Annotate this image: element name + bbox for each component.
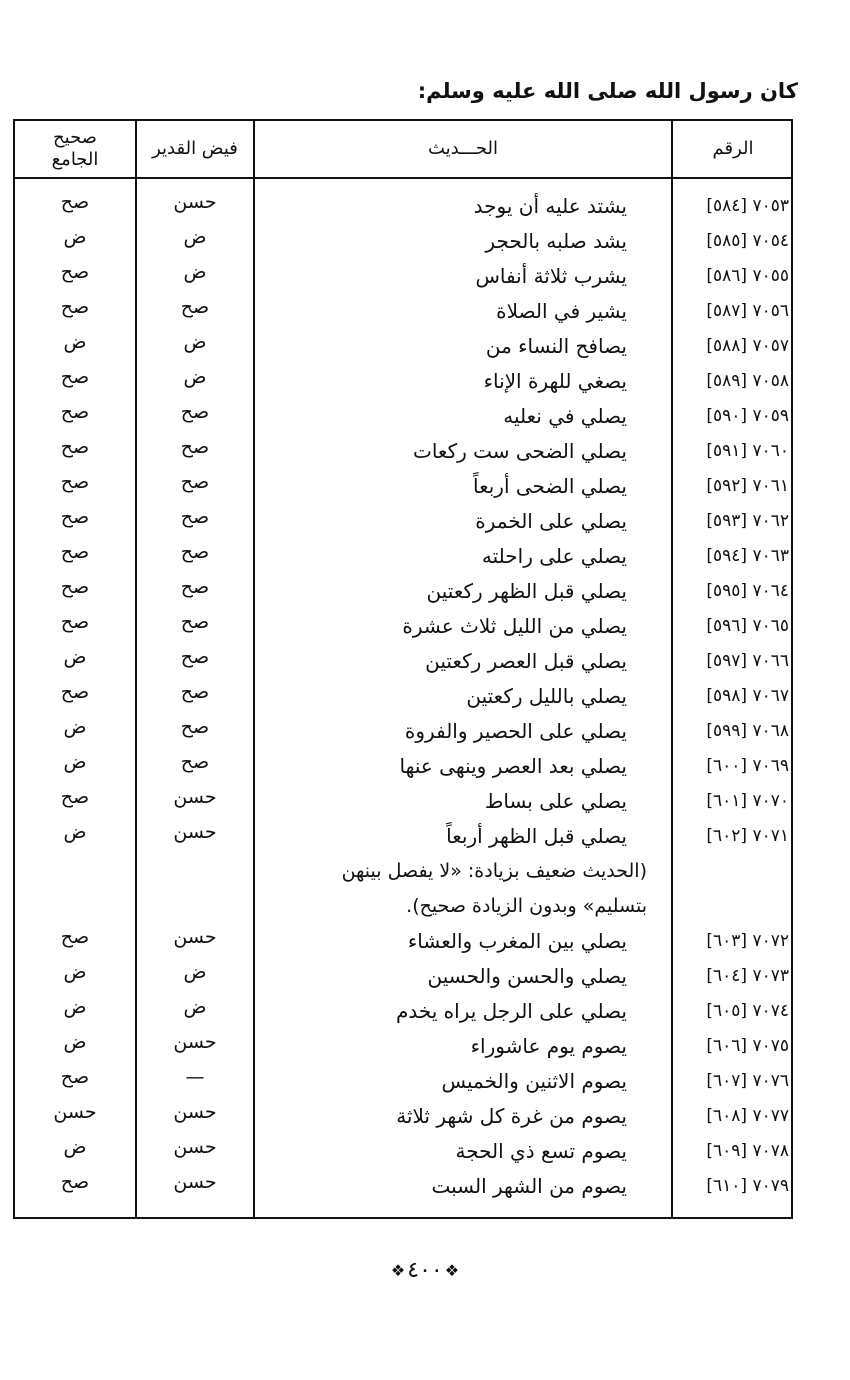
table-row (15, 1099, 791, 1134)
table-row (15, 784, 791, 819)
table-row (15, 609, 791, 644)
row-fayd-grade: ض (183, 331, 207, 353)
rows-group-a (15, 189, 791, 854)
row-fayd-grade: حسن (173, 1031, 217, 1053)
row-sahih-grade: صح (60, 681, 90, 703)
row-fayd-grade: صح (180, 471, 210, 493)
row-hadith-text: يصلي من الليل ثلاث عشرة (402, 614, 627, 638)
row-sahih-grade: صح (60, 541, 90, 563)
row-fayd-grade: صح (180, 681, 210, 703)
table-row (15, 714, 791, 749)
row-sahih-grade: صح (60, 506, 90, 528)
row-hadith-text: يصلي الضحى أربعاً (472, 474, 627, 498)
row-sahih-grade: ض (63, 961, 87, 983)
row-number: ٧٠٥٧ [٥٨٨] (706, 336, 789, 356)
row-hadith-text: يصوم من الشهر السبت (431, 1174, 627, 1198)
header-number: الرقم (712, 138, 754, 159)
table-row (15, 434, 791, 469)
row-fayd-grade: صح (180, 401, 210, 423)
row-hadith-text: يصلي قبل العصر ركعتين (425, 649, 627, 673)
row-number: ٧٠٥٨ [٥٨٩] (706, 371, 789, 391)
row-hadith-text: يصلي الضحى ست ركعات (413, 439, 627, 463)
row-hadith-text: يصلي قبل الظهر أربعاً (446, 824, 627, 848)
row-hadith-text: يصغي للهرة الإناء (483, 369, 627, 393)
row-fayd-grade: صح (180, 751, 210, 773)
row-sahih-grade: حسن (53, 1101, 97, 1123)
row-hadith-text: يشرب ثلاثة أنفاس (475, 264, 627, 288)
row-sahih-grade: ض (63, 646, 87, 668)
row-fayd-grade: صح (180, 646, 210, 668)
row-sahih-grade: صح (60, 576, 90, 598)
row-fayd-grade: — (185, 1066, 205, 1088)
row-sahih-grade: صح (60, 611, 90, 633)
row-number: ٧٠٦٢ [٥٩٣] (706, 511, 789, 531)
row-fayd-grade: ض (183, 366, 207, 388)
table-row (15, 1134, 791, 1169)
table-row (15, 749, 791, 784)
row-fayd-grade: ض (183, 261, 207, 283)
row-hadith-text: يصلي بين المغرب والعشاء (407, 929, 627, 953)
row-number: ٧٠٦٩ [٦٠٠] (706, 756, 789, 776)
row-sahih-grade: ض (63, 821, 87, 843)
hadith-table (13, 119, 793, 1219)
row-number: ٧٠٧٠ [٦٠١] (706, 791, 789, 811)
row-number: ٧٠٦٤ [٥٩٥] (706, 581, 789, 601)
row-number: ٧٠٦٧ [٥٩٨] (706, 686, 789, 706)
row-hadith-text: يصافح النساء من (485, 334, 627, 358)
page-number-value: ٤٠٠ (407, 1258, 443, 1283)
row-sahih-grade: ض (63, 226, 87, 248)
row-sahih-grade: صح (60, 296, 90, 318)
row-fayd-grade: حسن (173, 821, 217, 843)
row-sahih-grade: ض (63, 996, 87, 1018)
row-hadith-text: يصلي على الخمرة (475, 509, 627, 533)
table-row (15, 1064, 791, 1099)
row-sahih-grade: صح (60, 401, 90, 423)
table-row (15, 259, 791, 294)
row-hadith-text: يصوم تسع ذي الحجة (455, 1139, 627, 1163)
row-hadith-text: يصوم الاثنين والخميس (441, 1069, 627, 1093)
row-number: ٧٠٧٢ [٦٠٣] (706, 931, 789, 951)
table-body (15, 189, 791, 1204)
table-row (15, 399, 791, 434)
row-number: ٧٠٥٩ [٥٩٠] (706, 406, 789, 426)
row-sahih-grade: ض (63, 751, 87, 773)
row-hadith-text: يصلي على الحصير والفروة (404, 719, 627, 743)
row-fayd-grade: حسن (173, 926, 217, 948)
header-hadith: الحـــديث (427, 138, 499, 159)
row-number: ٧٠٥٤ [٥٨٥] (706, 231, 789, 251)
table-row (15, 644, 791, 679)
row-fayd-grade: ض (183, 961, 207, 983)
hadith-note (15, 854, 791, 924)
table-row (15, 189, 791, 224)
table-row (15, 364, 791, 399)
row-number: ٧٠٧١ [٦٠٢] (706, 826, 789, 846)
row-sahih-grade: ض (63, 1136, 87, 1158)
table-row (15, 504, 791, 539)
row-number: ٧٠٦٨ [٥٩٩] (706, 721, 789, 741)
row-hadith-text: يصلي والحسن والحسين (427, 964, 627, 988)
row-number: ٧٠٥٦ [٥٨٧] (706, 301, 789, 321)
row-hadith-text: يصلي على الرجل يراه يخدم (395, 999, 627, 1023)
row-sahih-grade: صح (60, 436, 90, 458)
row-sahih-grade: صح (60, 1171, 90, 1193)
page-number (0, 1256, 850, 1286)
row-fayd-grade: حسن (173, 1101, 217, 1123)
row-fayd-grade: صح (180, 436, 210, 458)
row-hadith-text: يشير في الصلاة (496, 299, 627, 323)
table-row (15, 924, 791, 959)
row-sahih-grade: صح (60, 471, 90, 493)
row-hadith-text: يشد صلبه بالحجر (485, 229, 627, 253)
row-fayd-grade: صح (180, 506, 210, 528)
header-divider (15, 177, 791, 179)
row-number: ٧٠٧٨ [٦٠٩] (706, 1141, 789, 1161)
row-hadith-text: يصوم يوم عاشوراء (470, 1034, 627, 1058)
row-number: ٧٠٧٩ [٦١٠] (706, 1176, 789, 1196)
row-hadith-text: يصلي بالليل ركعتين (466, 684, 627, 708)
row-hadith-text: يصلي بعد العصر وينهى عنها (399, 754, 627, 778)
row-fayd-grade: ض (183, 996, 207, 1018)
table-row (15, 469, 791, 504)
ornament-icon: ❖ (444, 1261, 460, 1280)
row-sahih-grade: ض (63, 1031, 87, 1053)
row-sahih-grade: صح (60, 926, 90, 948)
note-line-1: (الحديث ضعيف بزيادة: «لا يفصل بينهن (341, 860, 647, 882)
row-fayd-grade: صح (180, 296, 210, 318)
row-sahih-grade: ض (63, 716, 87, 738)
header-sahih-al-jami (15, 121, 135, 177)
row-fayd-grade: حسن (173, 191, 217, 213)
row-number: ٧٠٦٣ [٥٩٤] (706, 546, 789, 566)
row-fayd-grade: صح (180, 576, 210, 598)
table-row (15, 224, 791, 259)
row-number: ٧٠٦١ [٥٩٢] (706, 476, 789, 496)
header-fayd-al-qadir: فيض القدير (152, 138, 238, 159)
row-fayd-grade: صح (180, 541, 210, 563)
header-sahih-line1: صحيح (53, 127, 97, 148)
table-row (15, 959, 791, 994)
row-sahih-grade: صح (60, 1066, 90, 1088)
row-hadith-text: يصلي قبل الظهر ركعتين (426, 579, 627, 603)
row-hadith-text: يشتد عليه أن يوجد (473, 194, 627, 218)
row-number: ٧٠٦٠ [٥٩١] (706, 441, 789, 461)
row-fayd-grade: ض (183, 226, 207, 248)
table-row (15, 679, 791, 714)
row-hadith-text: يصلي على بساط (484, 789, 627, 813)
table-row (15, 994, 791, 1029)
row-sahih-grade: صح (60, 366, 90, 388)
row-hadith-text: يصوم من غرة كل شهر ثلاثة (396, 1104, 627, 1128)
row-number: ٧٠٧٥ [٦٠٦] (706, 1036, 789, 1056)
row-number: ٧٠٦٦ [٥٩٧] (706, 651, 789, 671)
row-fayd-grade: حسن (173, 1136, 217, 1158)
table-row (15, 329, 791, 364)
header-sahih-line2: الجامع (51, 149, 99, 170)
row-fayd-grade: حسن (173, 1171, 217, 1193)
row-number: ٧٠٥٣ [٥٨٤] (706, 196, 789, 216)
row-number: ٧٠٦٥ [٥٩٦] (706, 616, 789, 636)
row-fayd-grade: صح (180, 716, 210, 738)
table-row (15, 294, 791, 329)
row-hadith-text: يصلي على راحلته (481, 544, 627, 568)
table-row (15, 1169, 791, 1204)
row-number: ٧٠٧٦ [٦٠٧] (706, 1071, 789, 1091)
row-number: ٧٠٧٧ [٦٠٨] (706, 1106, 789, 1126)
row-number: ٧٠٧٤ [٦٠٥] (706, 1001, 789, 1021)
row-sahih-grade: صح (60, 261, 90, 283)
rows-group-b (15, 924, 791, 1204)
row-hadith-text: يصلي في نعليه (503, 404, 627, 428)
page-heading: كان رسول الله صلى الله عليه وسلم: (417, 79, 798, 103)
row-number: ٧٠٥٥ [٥٨٦] (706, 266, 789, 286)
table-row (15, 1029, 791, 1064)
table-row (15, 574, 791, 609)
table-row (15, 819, 791, 854)
row-number: ٧٠٧٣ [٦٠٤] (706, 966, 789, 986)
table-row (15, 539, 791, 574)
row-sahih-grade: صح (60, 191, 90, 213)
note-line-2: بتسليم» وبدون الزيادة صحيح). (406, 895, 647, 917)
ornament-icon: ❖ (390, 1261, 406, 1280)
row-sahih-grade: ض (63, 331, 87, 353)
row-sahih-grade: صح (60, 786, 90, 808)
row-fayd-grade: حسن (173, 786, 217, 808)
row-fayd-grade: صح (180, 611, 210, 633)
